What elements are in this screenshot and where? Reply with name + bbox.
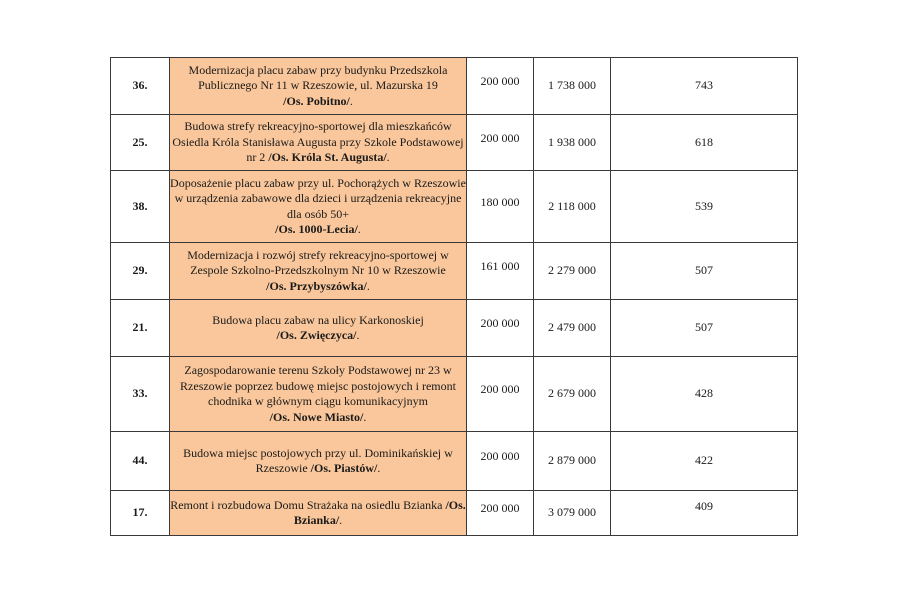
- cumulative-cost: 3 079 000: [534, 491, 611, 536]
- cumulative-cost: 2 679 000: [534, 357, 611, 432]
- vote-count: [611, 491, 798, 536]
- table-row: [111, 491, 798, 536]
- table-row: [111, 432, 798, 491]
- vote-count: 507: [611, 243, 798, 300]
- cumulative-cost: 2 118 000: [534, 171, 611, 243]
- cost-value: 200 000: [480, 316, 520, 331]
- project-cost: [467, 58, 534, 115]
- district-tag: /Os. 1000-Lecia/: [275, 222, 358, 236]
- table-row: [111, 58, 798, 115]
- description-text: Budowa strefy rekreacyjno-sportowej dla mieszkańców Osiedla Króla Stanisława Augusta przy Szkole Podstawowej nr 2: [172, 119, 464, 165]
- description-end: .: [386, 150, 390, 165]
- district-tag: /Os. Piastów/: [310, 461, 378, 475]
- cost-value: 200 000: [480, 501, 520, 516]
- vote-count: 618: [611, 115, 798, 171]
- project-description: [170, 171, 467, 243]
- project-cost: [467, 357, 534, 432]
- district-tag: /Os. Króla St. Augusta/: [268, 150, 387, 165]
- district-tag: /Os. Bzianka/: [293, 497, 466, 527]
- description-text: Modernizacja i rozwój strefy rekreacyjno-sportowej w Zespole Szkolno-Przedszkolnym Nr 10 w Rzeszowie: [187, 247, 449, 278]
- cost-value: 180 000: [480, 194, 520, 209]
- description-text: Remont i rozbudowa Domu Strażaka na osiedlu Bzianka: [170, 497, 443, 512]
- project-number: 21.: [111, 300, 170, 357]
- description-end: .: [349, 93, 353, 108]
- project-number: 17.: [111, 491, 170, 536]
- project-number: 25.: [111, 115, 170, 171]
- table-row: [111, 171, 798, 243]
- cost-value: 161 000: [480, 259, 520, 274]
- description-text: Doposażenie placu zabaw przy ul. Pochorążych w Rzeszowie w urządzenia zabawowe dla dzieci i urządzenia rekreacyjne dla osób 50+: [170, 175, 466, 221]
- project-cost: [467, 115, 534, 171]
- vote-count: 428: [611, 357, 798, 432]
- vote-count: 743: [611, 58, 798, 115]
- project-cost: [467, 432, 534, 491]
- description-text: Budowa placu zabaw na ulicy Karkonoskiej: [212, 312, 424, 327]
- table-row: [111, 357, 798, 432]
- table-row: [111, 300, 798, 357]
- project-description: [170, 432, 467, 491]
- project-number: 36.: [111, 58, 170, 115]
- project-cost: [467, 171, 534, 243]
- table-row: [111, 115, 798, 171]
- project-description: [170, 243, 467, 300]
- project-description: [170, 115, 467, 171]
- description-text: Modernizacja placu zabaw przy budynku Przedszkola Publicznego Nr 11 w Rzeszowie, ul. Mazurska 19: [188, 62, 448, 93]
- project-description: [170, 58, 467, 115]
- description-end: .: [377, 461, 381, 475]
- cost-value: 200 000: [480, 449, 520, 464]
- vote-value: 409: [695, 499, 713, 514]
- project-description: [170, 491, 467, 536]
- description-end: .: [357, 222, 361, 236]
- description-end: .: [356, 328, 360, 342]
- vote-count: 507: [611, 300, 798, 357]
- project-description: [170, 357, 467, 432]
- cumulative-cost: 2 879 000: [534, 432, 611, 491]
- description-text: Budowa miejsc postojowych przy ul. Dominikańskiej w Rzeszowie: [183, 445, 453, 475]
- project-number: 44.: [111, 432, 170, 491]
- description-text: Zagospodarowanie terenu Szkoły Podstawowej nr 23 w Rzeszowie poprzez budowę miejsc postojowych i remont chodnika w głównym ciągu komunikacyjnym: [180, 363, 456, 408]
- vote-count: 539: [611, 171, 798, 243]
- table-row: [111, 243, 798, 300]
- project-cost: [467, 243, 534, 300]
- cost-value: 200 000: [480, 130, 520, 145]
- description-end: .: [339, 513, 343, 527]
- project-number: 29.: [111, 243, 170, 300]
- project-number: 33.: [111, 357, 170, 432]
- cost-value: 200 000: [480, 382, 520, 397]
- project-description: [170, 300, 467, 357]
- vote-count: 422: [611, 432, 798, 491]
- projects-table: [110, 57, 798, 536]
- cumulative-cost: 2 279 000: [534, 243, 611, 300]
- project-cost: [467, 300, 534, 357]
- cumulative-cost: 1 738 000: [534, 58, 611, 115]
- project-number: 38.: [111, 171, 170, 243]
- district-tag: /Os. Pobitno/: [283, 93, 350, 108]
- district-tag: /Os. Nowe Miasto/: [269, 409, 364, 424]
- district-tag: /Os. Przybyszówka/: [266, 278, 367, 293]
- cumulative-cost: 2 479 000: [534, 300, 611, 357]
- description-end: .: [366, 278, 370, 293]
- project-cost: [467, 491, 534, 536]
- cumulative-cost: 1 938 000: [534, 115, 611, 171]
- cost-value: 200 000: [480, 74, 520, 89]
- district-tag: /Os. Zwięczyca/: [276, 328, 357, 342]
- description-end: .: [363, 409, 367, 424]
